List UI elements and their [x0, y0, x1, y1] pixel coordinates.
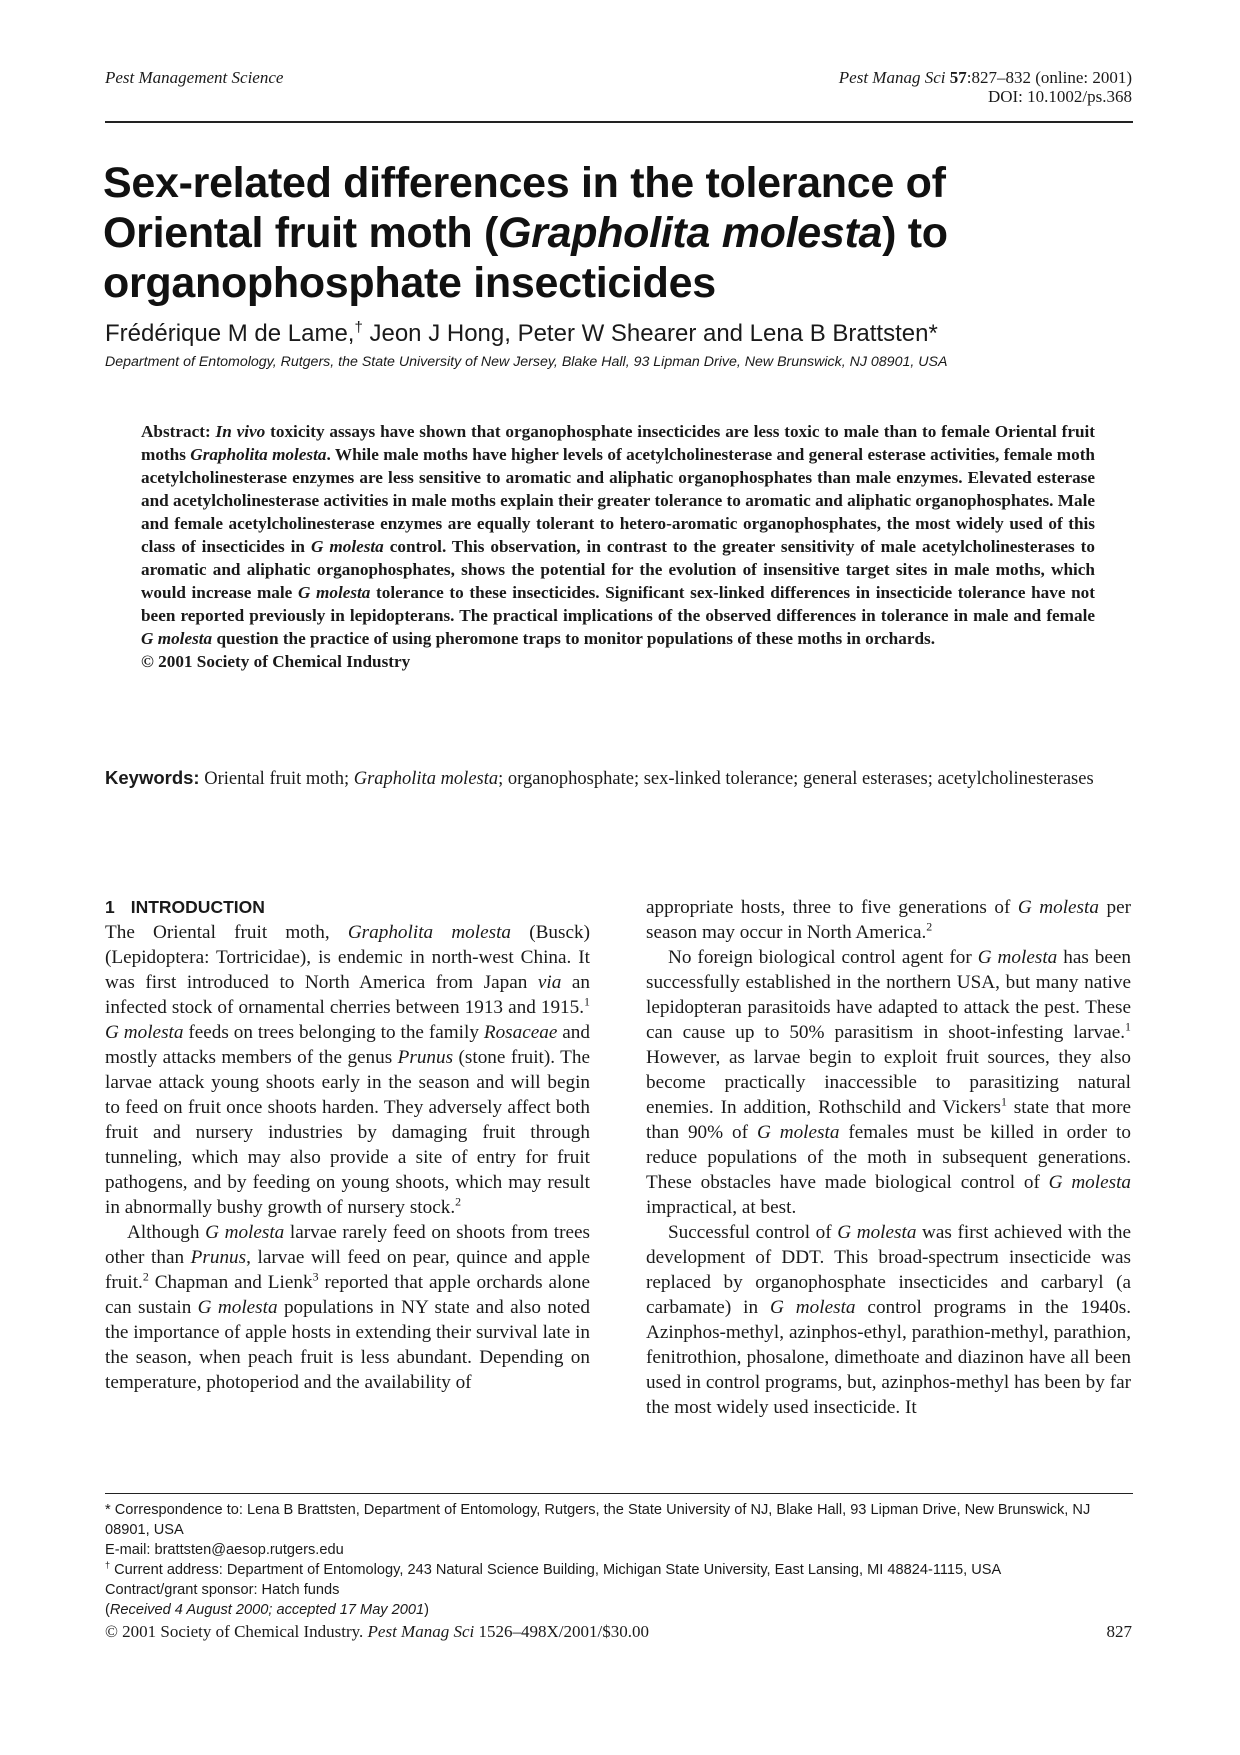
footnote-rule [105, 1493, 1133, 1494]
abstract-species: G molesta [141, 629, 213, 648]
footnote-grant: Contract/grant sponsor: Hatch funds [105, 1582, 340, 1598]
species: G molesta [1048, 1172, 1132, 1193]
body-column-left [105, 895, 590, 1395]
genus-name: Prunus [397, 1047, 454, 1068]
citation-pages: :827–832 (online: 2001) [966, 68, 1132, 87]
abstract-text: tolerance to these insecticides. Significant sex-linked differences in insecticide tolerance have not been reported previously in lepidopterans. The practical implications of the observed differences in tolerance in male and female [141, 583, 1095, 625]
species: G molesta [105, 1022, 184, 1043]
abstract-in-vivo: In vivo [215, 422, 266, 441]
footer-text: © 2001 Society of Chemical Industry. [105, 1622, 368, 1641]
genus-name: Prunus [190, 1247, 247, 1268]
running-header-citation [839, 68, 1132, 106]
page-number: 827 [1106, 1622, 1132, 1641]
species: G molesta [205, 1222, 285, 1243]
abstract-text: . While male moths have higher levels of acetylcholinesterase and general esterase activities, female moth acetylcholinesterase enzymes are less sensitive to aromatic and aliphatic organophosphates than male enzymes. Elevated esterase and acetylcholinesterase activities in male moths explain their greater tolerance to aromatic and aliphatic organophosphates. Male and female acetylcholinesterase enzymes are equally tolerant to hetero-aromatic organophosphates, the most widely used of this class of insecticides in [141, 445, 1095, 556]
reference-mark[interactable]: 2 [455, 1194, 462, 1209]
reference-mark[interactable]: 2 [142, 1269, 149, 1284]
text: (stone fruit). The larvae attack young shoots early in the season and will begin to feed on fruit once shoots harden. They adversely affect both fruit and nursery industries by damaging fruit through tunneling, which may also provide a site of entry for fruit pathogens, and by feeding on young shoots, which may result in abnormally bushy growth of nursery stock. [105, 1047, 590, 1218]
keywords-text: ; organophosphate; sex-linked tolerance; general esterases; acetylcholinesterases [498, 769, 1094, 789]
section-title: INTRODUCTION [130, 897, 265, 917]
text: Successful control of [668, 1222, 838, 1243]
abstract-copyright: © 2001 Society of Chemical Industry [141, 652, 411, 671]
title-line-1: Sex-related differences in the tolerance of [103, 159, 946, 207]
family-name: Rosaceae [483, 1022, 558, 1043]
text: larvae rarely feed on shoots from trees other than [105, 1222, 590, 1268]
abstract [141, 420, 1095, 673]
paper-title [103, 158, 1143, 308]
text: feeds on trees belonging to the family [183, 1022, 484, 1043]
header-rule [105, 121, 1133, 123]
reference-mark[interactable]: 1 [584, 994, 590, 1009]
abstract-text: control. This observation, in contrast to the greater sensitivity of male acetylcholinesterases to aromatic and aliphatic organophosphates, shows the potential for the evolution of insensitive target sites in male moths, which would increase male [141, 537, 1095, 602]
keywords-text: Oriental fruit moth; [199, 769, 354, 789]
reference-mark[interactable]: 3 [312, 1269, 319, 1284]
abstract-text: question the practice of using pheromone traps to monitor populations of these moths in orchards. [212, 629, 936, 648]
other-authors: Jeon J Hong, Peter W Shearer and Lena B Brattsten* [362, 320, 938, 347]
footer-copyright [105, 1622, 649, 1642]
received-dates: Received 4 August 2000; accepted 17 May 2001 [109, 1602, 425, 1618]
author-1: Frédérique M de Lame, [105, 320, 355, 347]
text: an infected stock of ornamental cherries between 1913 and 1915. [105, 972, 590, 1018]
species: G molesta [197, 1297, 278, 1318]
footnote-mark: * [105, 1502, 111, 1518]
title-species: Grapholita molesta [498, 209, 883, 257]
text: was first achieved with the development of DDT. This broad-spectrum insecticide was replaced by organophosphate insecticides and carbaryl (a carbamate) in [646, 1222, 1131, 1318]
text: has been successfully established in the northern USA, but many native lepidopteran parasitoids have adapted to attack the pest. These can cause up to 50% parasitism in shoot-infesting larvae. [646, 947, 1131, 1043]
abstract-species: G molesta [297, 583, 371, 602]
italic-word: via [537, 972, 562, 993]
section-number: 1 [105, 897, 115, 917]
text: appropriate hosts, three to five generations of [646, 897, 1018, 918]
citation-volume: 57 [949, 68, 967, 87]
affiliation: Department of Entomology, Rutgers, the State University of New Jersey, Blake Hall, 93 Lipman Drive, New Brunswick, NJ 08901, USA [105, 354, 948, 370]
paragraph [646, 895, 1131, 945]
title-text: Oriental fruit moth ( [103, 209, 499, 257]
citation-line [839, 68, 1132, 87]
abstract-species: Grapholita molesta [190, 445, 327, 464]
text: impractical, at best. [646, 1197, 797, 1218]
section-heading [105, 895, 590, 920]
footnote-text: Current address: Department of Entomology, 243 Natural Science Building, Michigan State University, East Lansing, MI 48824-1115, USA [110, 1562, 1002, 1578]
keywords [105, 766, 1133, 791]
text: (Busck) (Lepidoptera: Tortricidae), is endemic in north-west China. It was first introduced to North America from Japan [105, 922, 590, 993]
footnote-correspondence [105, 1500, 1133, 1540]
text: state that more than 90% of [646, 1097, 1131, 1143]
footnotes [105, 1500, 1133, 1620]
text: , larvae will feed on pear, quince and apple fruit. [105, 1247, 590, 1293]
title-text: ) to [882, 209, 948, 257]
text: The Oriental fruit moth, [105, 922, 348, 943]
footnote-received [105, 1600, 1133, 1620]
text: control programs in the 1940s. Azinphos-methyl, azinphos-ethyl, parathion-methyl, parathion, fenitrothion, phosalone, dimethoate and diazinon have all been used in control programs, but, azinphos-methyl has been by far the most widely used insecticide. It [646, 1297, 1131, 1418]
text: populations in NY state and also noted the importance of apple hosts in extending their survival late in the season, when peach fruit is less abundant. Depending on temperature, photoperiod and the availability of [105, 1297, 590, 1393]
keywords-species: Grapholita molesta [353, 769, 499, 789]
reference-mark[interactable]: 2 [926, 919, 933, 934]
text: and mostly attacks members of the genus [105, 1022, 590, 1068]
author-list [105, 320, 1145, 348]
footer-journal: Pest Manag Sci [367, 1622, 475, 1641]
species: Grapholita molesta [347, 922, 512, 943]
title-line-2 [103, 208, 1143, 258]
doi[interactable]: DOI: 10.1002/ps.368 [987, 87, 1132, 106]
footer-issn: 1526–498X/2001/$30.00 [474, 1622, 649, 1641]
text: Although [127, 1222, 206, 1243]
footnote-current-address [105, 1560, 1133, 1580]
footnote-text: Correspondence to: Lena B Brattsten, Department of Entomology, Rutgers, the State University of NJ, Blake Hall, 93 Lipman Drive, New Brunswick, NJ 08901, USA [105, 1502, 1091, 1538]
title-line-3: organophosphate insecticides [103, 259, 716, 307]
paren: ) [424, 1602, 429, 1618]
text: reported that apple orchards alone can sustain [105, 1272, 591, 1318]
species: G molesta [756, 1122, 840, 1143]
text: No foreign biological control agent for [668, 947, 978, 968]
species: G molesta [770, 1297, 856, 1318]
text: females must be killed in order to reduce populations of the moth in subsequent generations. These obstacles have made biological control of [646, 1122, 1131, 1193]
paragraph [105, 920, 590, 1220]
footnote-email[interactable]: E-mail: brattsten@aesop.rutgers.edu [105, 1542, 344, 1558]
abstract-text: toxicity assays have shown that organophosphate insecticides are less toxic to male than to female Oriental fruit moths [141, 422, 1096, 464]
species: G molesta [977, 947, 1058, 968]
running-header-journal: Pest Management Science [105, 68, 284, 87]
text: However, as larvae begin to exploit fruit sources, they also become practically inaccessible to parasitizing natural enemies. In addition, Rothschild and Vickers [646, 1047, 1131, 1118]
species: G molesta [837, 1222, 917, 1243]
paragraph [646, 945, 1131, 1220]
body-column-right [646, 895, 1131, 1420]
species: G molesta [1017, 897, 1099, 918]
abstract-species: G molesta [310, 537, 384, 556]
citation-journal: Pest Manag Sci [838, 68, 946, 87]
text: Chapman and Lienk [148, 1272, 313, 1293]
paragraph [105, 1220, 590, 1395]
paren: ( [105, 1602, 110, 1618]
footnote-mark: † [105, 1560, 111, 1571]
abstract-label: Abstract: [141, 422, 211, 441]
text: per season may occur in North America. [646, 897, 1132, 943]
reference-mark[interactable]: 1 [1125, 1019, 1131, 1034]
reference-mark[interactable]: 1 [1000, 1094, 1007, 1109]
keywords-label: Keywords: [105, 767, 200, 788]
paragraph [646, 1220, 1131, 1420]
author-mark-dagger: † [354, 319, 363, 336]
